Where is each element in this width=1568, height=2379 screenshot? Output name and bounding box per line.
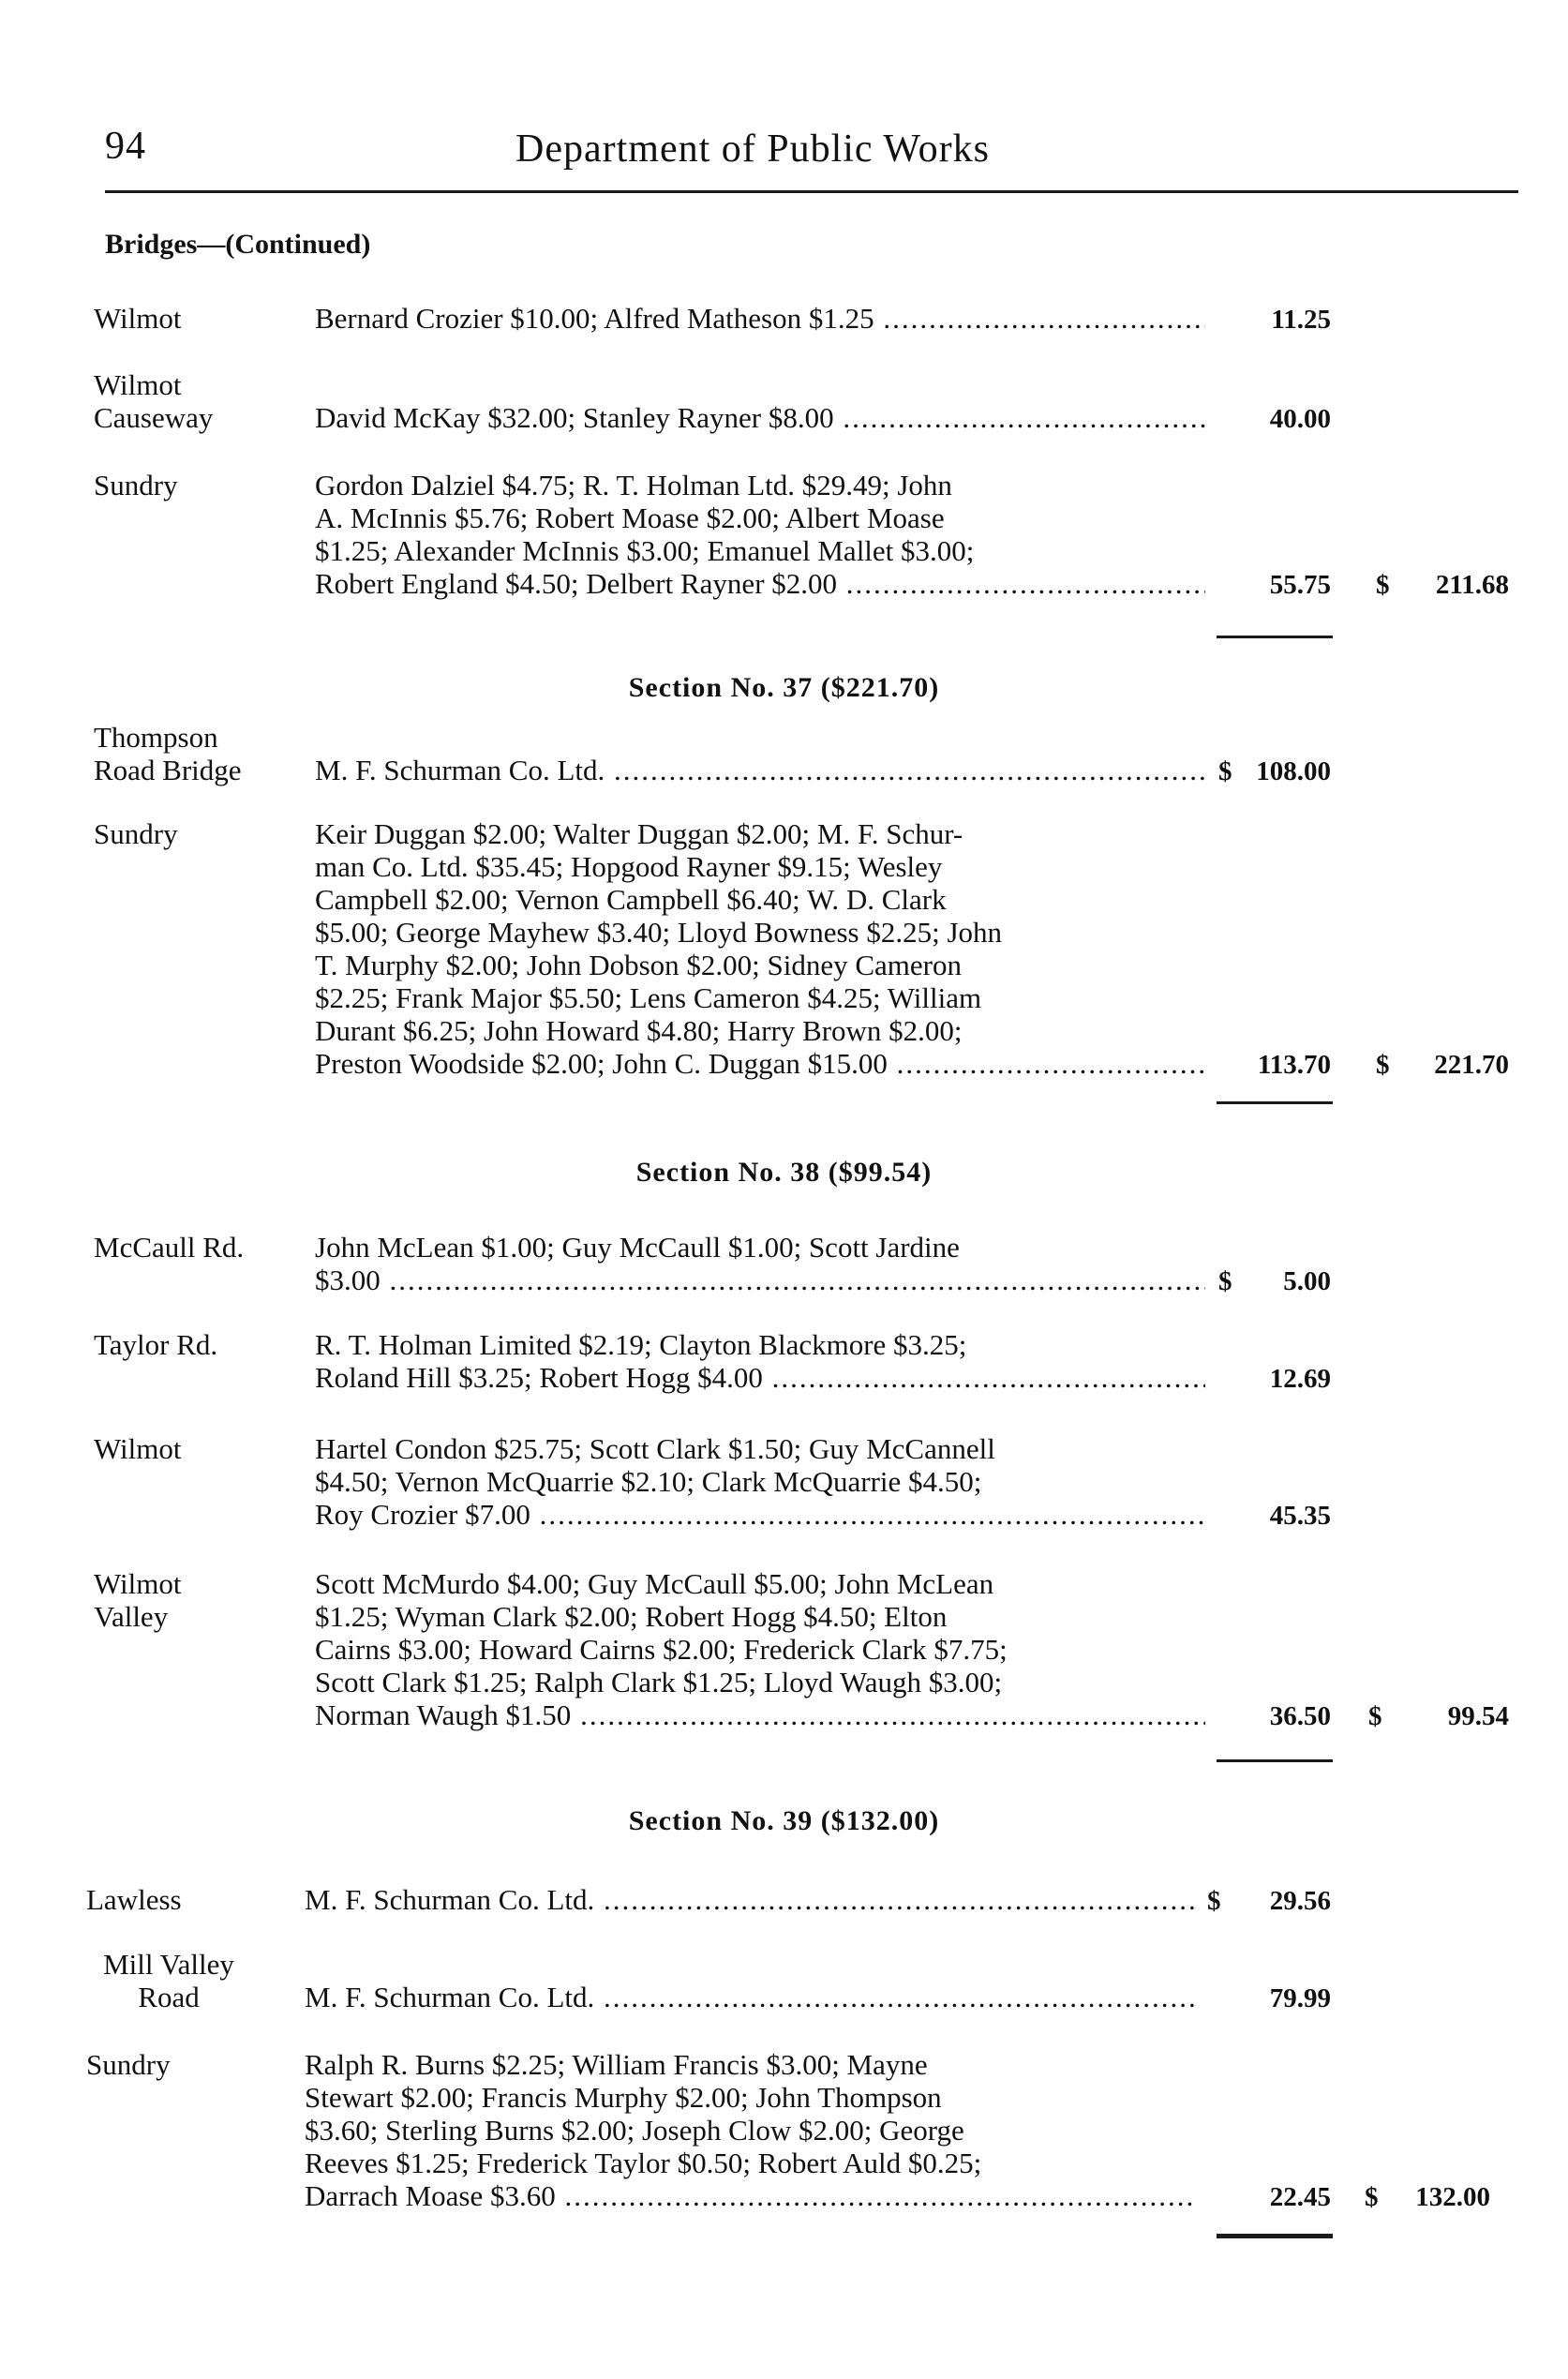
entry-line: Robert England $4.50; Delbert Rayner $2.00 ..... [315, 567, 1205, 600]
entry-line: David McKay $32.00; Stanley Rayner $8.00 ..... [315, 401, 1205, 434]
entry-description [315, 1328, 1205, 1394]
section-37-title: Section No. 37 ($221.70) [628, 672, 940, 703]
entry-location: Wilmot Valley [94, 1567, 182, 1633]
entry-location: Sundry [94, 817, 178, 850]
entry-location: Lawless [86, 1883, 182, 1916]
subtotal-rule [1217, 1101, 1333, 1104]
entry-line: Gordon Dalziel $4.75; R. T. Holman Ltd. $29.49; John [315, 469, 952, 501]
entry-line: $2.25; Frank Major $5.50; Lens Cameron $4.25; William [315, 981, 982, 1014]
entry-amount: 108.00 [1256, 756, 1331, 786]
entry-description [305, 2048, 1195, 2212]
entry-line: $5.00; George Mayhew $3.40; Lloyd Bowness $2.25; John [315, 916, 1003, 949]
entry-amount: 11.25 [1271, 305, 1331, 335]
entry-line: Darrach Moase $3.60 ..... [305, 2179, 1195, 2212]
section-total: 221.70 [1434, 1050, 1509, 1080]
amount-dollar-sign: $ [1218, 1266, 1232, 1296]
entry-amount: 79.99 [1269, 1983, 1331, 2013]
entry-amount: 113.70 [1257, 1050, 1331, 1080]
section-38-title: Section No. 38 ($99.54) [635, 1157, 933, 1188]
entry-amount: 40.00 [1269, 404, 1331, 434]
page-header-title: Department of Public Works [515, 127, 990, 171]
entry-location: Wilmot Causeway [94, 368, 214, 434]
entry-line: M. F. Schurman Co. Ltd. ..... [305, 1981, 1195, 2013]
entry-description [315, 1567, 1205, 1731]
section-total: 132.00 [1415, 2182, 1490, 2212]
entry-line: John McLean $1.00; Guy McCaull $1.00; Scott Jardine [315, 1231, 960, 1264]
header-rule [105, 190, 1518, 193]
entry-line: Ralph R. Burns $2.25; William Francis $3.00; Mayne [305, 2048, 928, 2081]
total-dollar-sign: $ [1368, 1701, 1382, 1731]
entry-line: Scott Clark $1.25; Ralph Clark $1.25; Lloyd Waugh $3.00; [315, 1666, 1003, 1698]
page-number: 94 [105, 125, 146, 168]
entry-amount: 45.35 [1269, 1501, 1331, 1531]
entry-description [315, 754, 1205, 786]
entry-location: McCaull Rd. [94, 1231, 245, 1264]
entry-line: $1.25; Wyman Clark $2.00; Robert Hogg $4.50; Elton [315, 1600, 948, 1633]
total-dollar-sign: $ [1365, 2182, 1379, 2212]
entry-amount: 36.50 [1269, 1701, 1331, 1731]
entry-description [315, 302, 1205, 335]
entry-location: Sundry [94, 469, 178, 501]
subtotal-rule [1217, 636, 1333, 638]
entry-line: Stewart $2.00; Francis Murphy $2.00; John Thompson [305, 2081, 942, 2114]
entry-line: Campbell $2.00; Vernon Campbell $6.40; W. D. Clark [315, 883, 947, 916]
entry-line: Hartel Condon $25.75; Scott Clark $1.50; Guy McCannell [315, 1432, 995, 1465]
entry-line: man Co. Ltd. $35.45; Hopgood Rayner $9.15; Wesley [315, 850, 943, 883]
entry-line: M. F. Schurman Co. Ltd. ..... [305, 1883, 1195, 1916]
entry-line: $3.00 ..... [315, 1264, 1205, 1296]
entry-line: $4.50; Vernon McQuarrie $2.10; Clark McQuarrie $4.50; [315, 1465, 982, 1498]
entry-amount: 22.45 [1269, 2182, 1331, 2212]
entry-line: Cairns $3.00; Howard Cairns $2.00; Frederick Clark $7.75; [315, 1633, 1008, 1666]
entry-location: Taylor Rd. [94, 1328, 218, 1361]
entry-line: Bernard Crozier $10.00; Alfred Matheson $1.25 ..... [315, 302, 1205, 335]
subtotal-rule [1217, 2234, 1333, 2238]
section-total: 99.54 [1447, 1701, 1509, 1731]
entry-line: Keir Duggan $2.00; Walter Duggan $2.00; M. F. Schur- [315, 817, 963, 850]
entry-line: Roland Hill $3.25; Robert Hogg $4.00 ..... [315, 1361, 1205, 1394]
entry-location: Thompson Road Bridge [94, 721, 242, 786]
entry-line: Preston Woodside $2.00; John C. Duggan $15.00 ..... [315, 1047, 1205, 1080]
subtotal-rule [1217, 1759, 1333, 1762]
entry-amount: 5.00 [1283, 1266, 1331, 1296]
section-39-title: Section No. 39 ($132.00) [628, 1805, 940, 1836]
entry-description [305, 1981, 1195, 2013]
entry-description [315, 401, 1205, 434]
entry-location: Sundry [86, 2048, 171, 2081]
entry-line: R. T. Holman Limited $2.19; Clayton Blackmore $3.25; [315, 1328, 967, 1361]
entry-location: Wilmot [94, 1432, 182, 1465]
entry-line: Reeves $1.25; Frederick Taylor $0.50; Robert Auld $0.25; [305, 2147, 982, 2179]
entry-amount: 12.69 [1269, 1364, 1331, 1394]
section-total: 211.68 [1435, 570, 1509, 600]
entry-line: T. Murphy $2.00; John Dobson $2.00; Sidney Cameron [315, 949, 963, 981]
entry-location: Mill Valley Road [103, 1948, 234, 2013]
total-dollar-sign: $ [1376, 570, 1390, 600]
entry-description [305, 1883, 1195, 1916]
entry-line: M. F. Schurman Co. Ltd. ..... [315, 754, 1205, 786]
entry-line: Roy Crozier $7.00 ..... [315, 1498, 1205, 1531]
entry-line: A. McInnis $5.76; Robert Moase $2.00; Albert Moase [315, 501, 945, 534]
entry-description [315, 817, 1205, 1080]
entry-line: $3.60; Sterling Burns $2.00; Joseph Clow $2.00; George [305, 2114, 964, 2147]
entry-description [315, 1231, 1205, 1296]
entry-line: $1.25; Alexander McInnis $3.00; Emanuel Mallet $3.00; [315, 534, 975, 567]
amount-dollar-sign: $ [1218, 756, 1232, 786]
continued-label: Bridges—(Continued) [105, 229, 371, 260]
entry-description [315, 1432, 1205, 1531]
entry-location: Wilmot [94, 302, 182, 335]
entry-amount: 55.75 [1269, 570, 1331, 600]
amount-dollar-sign: $ [1207, 1886, 1221, 1916]
entry-description [315, 469, 1205, 600]
entry-line: Norman Waugh $1.50 ..... [315, 1698, 1205, 1731]
total-dollar-sign: $ [1376, 1050, 1390, 1080]
entry-line: Durant $6.25; John Howard $4.80; Harry Brown $2.00; [315, 1014, 963, 1047]
entry-line: Scott McMurdo $4.00; Guy McCaull $5.00; John McLean [315, 1567, 994, 1600]
entry-amount: 29.56 [1269, 1886, 1331, 1916]
